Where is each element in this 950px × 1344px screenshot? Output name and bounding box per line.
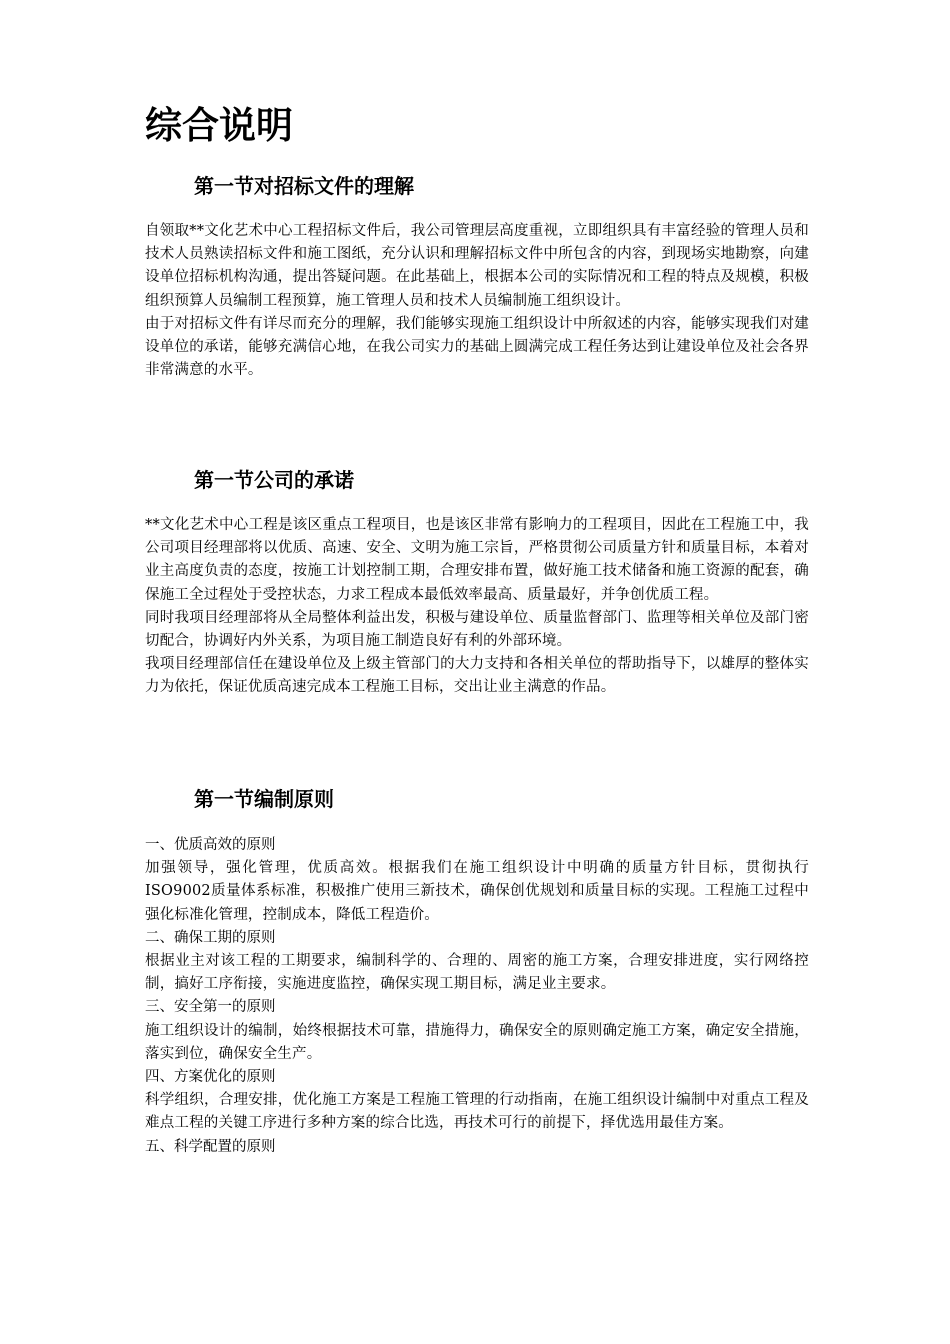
principle-label: 一、优质高效的原则	[145, 837, 276, 853]
section-heading-understanding: 第一节对招标文件的理解	[194, 174, 414, 198]
section-heading-principles: 第一节编制原则	[194, 787, 334, 811]
paragraph: 同时我项目经理部将从全局整体利益出发，积极与建设单位、质量监督部门、监理等相关单位及部门密切配合，协调好内外关系，为项目施工制造良好有利的外部环境。	[145, 609, 809, 650]
section-heading-commitment: 第一节公司的承诺	[194, 468, 354, 492]
principle-label: 二、确保工期的原则	[145, 929, 276, 946]
principle-text: 加强领导，强化管理，优质高效。根据我们在施工组织设计中明确的质量方针目标，贯彻执行ISO9002质量体系标准，积极推广使用三新技术，确保创优规划和质量目标的实现。工程施工过程中强化标准化管理，控制成本，降低工程造价。	[145, 860, 809, 923]
section-body-principles	[145, 834, 809, 1159]
paragraph: 自领取**文化艺术中心工程招标文件后，我公司管理层高度重视，立即组织具有丰富经验的管理人员和技术人员熟读招标文件和施工图纸，充分认识和理解招标文件中所包含的内容，到现场实地勘察，向建设单位招标机构沟通，提出答疑问题。在此基础上，根据本公司的实际情况和工程的特点及规模，积极组织预算人员编制工程预算，施工管理人员和技术人员编制施工组织设计。	[145, 223, 809, 309]
paragraph: **文化艺术中心工程是该区重点工程项目，也是该区非常有影响力的工程项目，因此在工程施工中，我公司项目经理部将以优质、高速、安全、文明为施工宗旨，严格贯彻公司质量方针和质量目标，本着对业主高度负责的态度，按施工计划控制工期，合理安排布置，做好施工技术储备和施工资源的配套，确保施工全过程处于受控状态，力求工程成本最低效率最高、质量最好，并争创优质工程。	[145, 517, 809, 603]
principle-text: 施工组织设计的编制，始终根据技术可靠，措施得力，确保安全的原则确定施工方案，确定安全措施，落实到位，确保安全生产。	[145, 1022, 809, 1062]
paragraph: 由于对招标文件有详尽而充分的理解，我们能够实现施工组织设计中所叙述的内容，能够实现我们对建设单位的承诺，能够充满信心地，在我公司实力的基础上圆满完成工程任务达到让建设单位及社会各界非常满意的水平。	[145, 315, 809, 379]
principle-text: 根据业主对该工程的工期要求，编制科学的、合理的、周密的施工方案，合理安排进度，实行网络控制，搞好工序衔接，实施进度监控，确保实现工期目标，满足业主要求。	[145, 953, 809, 993]
principle-label: 三、安全第一的原则	[145, 999, 276, 1016]
principle-text: 科学组织，合理安排，优化施工方案是工程施工管理的行动指南，在施工组织设计编制中对重点工程及难点工程的关键工序进行多种方案的综合比选，再技术可行的前提下，择优选用最佳方案。	[145, 1092, 809, 1132]
document-title: 综合说明	[145, 104, 293, 147]
principle-label: 五、科学配置的原则	[145, 1138, 276, 1155]
section-body-commitment	[145, 514, 809, 700]
principle-label: 四、方案优化的原则	[145, 1069, 276, 1086]
paragraph: 我项目经理部信任在建设单位及上级主管部门的大力支持和各相关单位的帮助指导下，以雄厚的整体实力为依托，保证优质高速完成本工程施工目标，交出让业主满意的作品。	[145, 656, 809, 696]
section-body-understanding	[145, 220, 809, 382]
